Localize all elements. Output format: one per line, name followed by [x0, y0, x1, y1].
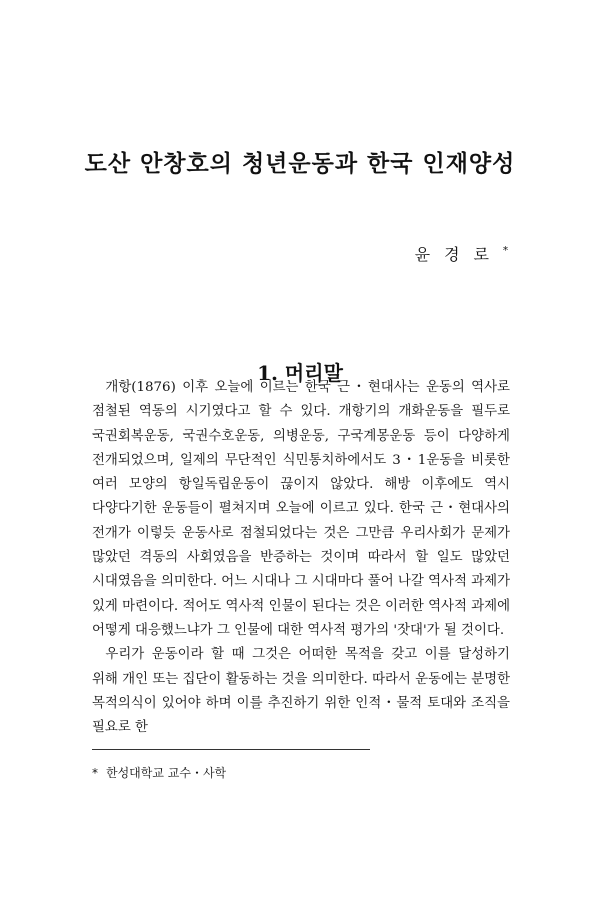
footnote — [92, 764, 226, 781]
paper-title: 도산 안창호의 청년운동과 한국 인재양성 — [84, 150, 516, 178]
footnote-divider — [92, 749, 370, 750]
body-text — [92, 376, 510, 740]
author-line — [415, 242, 508, 265]
author-name: 윤경로 — [414, 245, 503, 264]
footnote-text: 한성대학교 교수・사학 — [106, 766, 227, 780]
paragraph-1: 개항(1876) 이후 오늘에 이르는 한국 근・현대사는 운동의 역사로 점철된 역동의 시기였다고 할 수 있다. 개항기의 개화운동을 필두로 국권회복운동, 국권수호운동, 의병운동, 구국계몽운동 등이 다양하게 전개되었으며, 일제의 무단적인 식민통치하에서도 3・1운동을 비롯한 여러 모양의 항일독립운동이 끊이지 않았다. 해방 이후에도 역시 다양다기한 운동들이 펼쳐지며 오늘에 이르고 있다. 한국 근・현대사의 전개가 이렇듯 운동사로 점철되었다는 것은 그만큼 우리사회가 문제가 많았던 격동의 사회였음을 반증하는 것이며 따라서 할 일도 많았던 시대였음을 의미한다. 어느 시대나 그 시대마다 풀어 나갈 역사적 과제가 있게 마련이다. 적어도 역사적 인물이 된다는 것은 이러한 역사적 과제에 어떻게 대응했느냐가 그 인물에 대한 역사적 평가의 '잣대'가 될 것이다. — [92, 380, 510, 638]
author-footnote-mark: * — [503, 245, 508, 257]
section-heading: 1. 머리말 — [257, 360, 343, 385]
footnote-mark: * — [92, 766, 98, 780]
paragraph-2: 우리가 운동이라 할 때 그것은 어떠한 목적을 갖고 이를 달성하기 위해 개인 또는 집단이 활동하는 것을 의미한다. 따라서 운동에는 분명한 목적의식이 있어야 하며 이를 추진하기 위한 인적・물적 토대와 조직을 필요로 한 — [92, 647, 510, 736]
